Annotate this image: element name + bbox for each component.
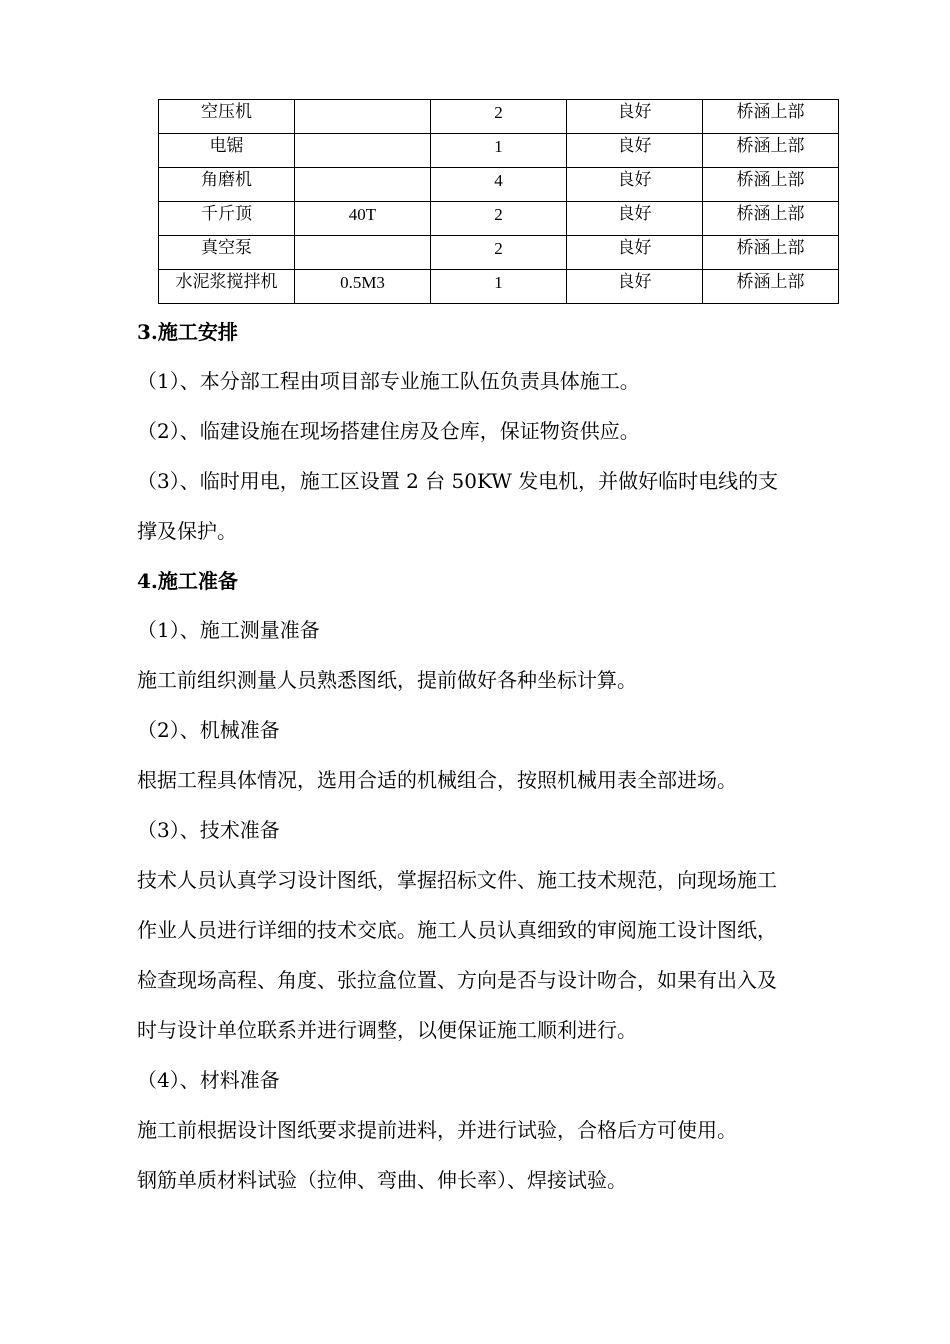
equipment-spec	[295, 100, 431, 134]
equipment-condition: 良好	[567, 202, 703, 236]
equipment-spec	[295, 236, 431, 270]
paragraph: 根据工程具体情况，选用合适的机械组合，按照机械用表全部进场。	[137, 768, 737, 792]
equipment-qty: 2	[431, 100, 567, 134]
equipment-qty: 4	[431, 168, 567, 202]
equipment-condition: 良好	[567, 168, 703, 202]
paragraph-line: 撑及保护。	[137, 519, 237, 543]
paragraph-line: 施工前根据设计图纸要求提前进料，并进行试验，合格后方可使用。	[137, 1118, 737, 1142]
section-heading: 3.施工安排	[137, 320, 238, 344]
equipment-location: 桥涵上部	[703, 100, 839, 134]
paragraph-line: 作业人员进行详细的技术交底。施工人员认真细致的审阅施工设计图纸，	[137, 918, 777, 942]
table-row	[159, 100, 839, 134]
subsection-title: （1）、施工测量准备	[137, 618, 320, 642]
equipment-condition: 良好	[567, 270, 703, 304]
subsection-title: （2）、机械准备	[137, 718, 280, 742]
equipment-qty: 2	[431, 202, 567, 236]
paragraph-line: 钢筋单质材料试验（拉伸、弯曲、伸长率）、焊接试验。	[137, 1168, 627, 1192]
equipment-name: 空压机	[159, 100, 295, 134]
table-row	[159, 270, 839, 304]
equipment-location: 桥涵上部	[703, 168, 839, 202]
equipment-name: 真空泵	[159, 236, 295, 270]
equipment-qty: 1	[431, 134, 567, 168]
paragraph: 施工前组织测量人员熟悉图纸，提前做好各种坐标计算。	[137, 668, 637, 692]
equipment-spec: 0.5M3	[295, 270, 431, 304]
paragraph-line: （3）、临时用电，施工区设置 2 台 50KW 发电机，并做好临时电线的支	[137, 469, 779, 493]
equipment-name: 千斤顶	[159, 202, 295, 236]
equipment-name: 角磨机	[159, 168, 295, 202]
equipment-condition: 良好	[567, 236, 703, 270]
equipment-qty: 2	[431, 236, 567, 270]
document-body	[137, 308, 867, 1205]
equipment-location: 桥涵上部	[703, 202, 839, 236]
equipment-spec	[295, 168, 431, 202]
paragraph-line: 时与设计单位联系并进行调整，以便保证施工顺利进行。	[137, 1018, 637, 1042]
paragraph-line: 技术人员认真学习设计图纸，掌握招标文件、施工技术规范，向现场施工	[137, 868, 777, 892]
equipment-location: 桥涵上部	[703, 236, 839, 270]
table-row	[159, 134, 839, 168]
paragraph-line: 检查现场高程、角度、张拉盒位置、方向是否与设计吻合，如果有出入及	[137, 968, 777, 992]
equipment-location: 桥涵上部	[703, 134, 839, 168]
equipment-name: 水泥浆搅拌机	[159, 270, 295, 304]
table-row	[159, 236, 839, 270]
equipment-name: 电锯	[159, 134, 295, 168]
subsection-title: （4）、材料准备	[137, 1068, 280, 1092]
equipment-spec: 40T	[295, 202, 431, 236]
equipment-location: 桥涵上部	[703, 270, 839, 304]
equipment-qty: 1	[431, 270, 567, 304]
section-heading: 4.施工准备	[137, 569, 238, 593]
equipment-condition: 良好	[567, 134, 703, 168]
paragraph: （2）、临建设施在现场搭建住房及仓库，保证物资供应。	[137, 419, 640, 443]
equipment-table	[158, 99, 839, 304]
table-row	[159, 202, 839, 236]
paragraph: （1）、本分部工程由项目部专业施工队伍负责具体施工。	[137, 369, 640, 393]
equipment-condition: 良好	[567, 100, 703, 134]
equipment-spec	[295, 134, 431, 168]
table-row	[159, 168, 839, 202]
subsection-title: （3）、技术准备	[137, 818, 280, 842]
